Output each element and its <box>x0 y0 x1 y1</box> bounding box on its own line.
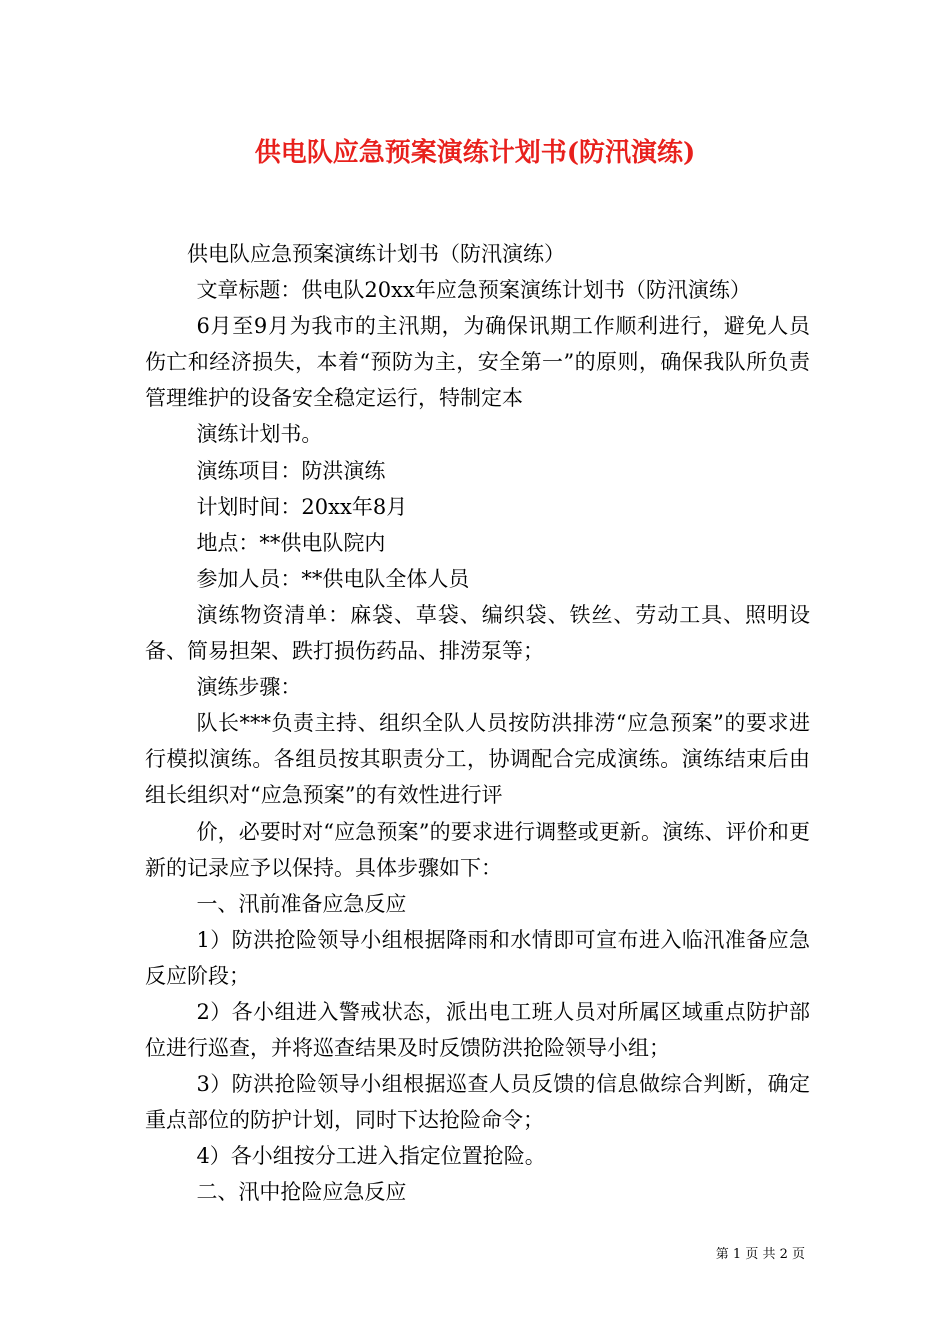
body-paragraph: 4）各小组按分工进入指定位置抢险。 <box>196 1144 546 1169</box>
section-heading: 二、汛中抢险应急反应 <box>196 1180 407 1205</box>
body-paragraph: 计划时间：20xx年8月 <box>196 494 408 519</box>
body-paragraph: 演练计划书。 <box>196 422 323 447</box>
document-body <box>145 236 810 1211</box>
body-paragraph: 演练项目：防洪演练 <box>196 458 386 483</box>
body-paragraph: 3）防洪抢险领导小组根据巡查人员反馈的信息做综合判断，确定重点部位的防护计划，同时下达抢险命令； <box>145 1072 810 1133</box>
body-paragraph: 演练物资清单：麻袋、草袋、编织袋、铁丝、劳动工具、照明设备、简易担架、跌打损伤药品、排涝泵等； <box>145 602 810 664</box>
page-indicator: 第 1 页 共 2 页 <box>715 1247 805 1262</box>
body-paragraph: 演练步骤： <box>196 675 302 700</box>
body-paragraph: 6月至9月为我市的主汛期，为确保讯期工作顺利进行，避免人员伤亡和经济损失，本着“预防为主，安全第一”的原则，确保我队所负责管理维护的设备安全稳定运行，特制定本 <box>145 314 810 411</box>
body-paragraph: 1）防洪抢险领导小组根据降雨和水情即可宣布进入临汛准备应急反应阶段； <box>145 927 810 988</box>
body-paragraph: 地点：**供电队院内 <box>196 530 386 555</box>
section-heading: 一、汛前准备应急反应 <box>196 891 407 916</box>
document-title: 供电队应急预案演练计划书(防汛演练) <box>254 138 696 168</box>
body-paragraph: 文章标题：供电队20xx年应急预案演练计划书（防汛演练） <box>196 278 751 303</box>
body-paragraph: 2）各小组进入警戒状态，派出电工班人员对所属区域重点防护部位进行巡查，并将巡查结果及时反馈防洪抢险领导小组； <box>145 999 810 1061</box>
body-paragraph: 价，必要时对“应急预案”的要求进行调整或更新。演练、评价和更新的记录应予以保持。具体步骤如下： <box>145 819 810 880</box>
body-paragraph: 供电队应急预案演练计划书（防汛演练） <box>187 242 565 266</box>
body-paragraph: 队长***负责主持、组织全队人员按防洪排涝“应急预案”的要求进行模拟演练。各组员按其职责分工，协调配合完成演练。演练结束后由组长组织对“应急预案”的有效性进行评 <box>145 711 810 808</box>
body-paragraph: 参加人员：**供电队全体人员 <box>196 566 470 591</box>
